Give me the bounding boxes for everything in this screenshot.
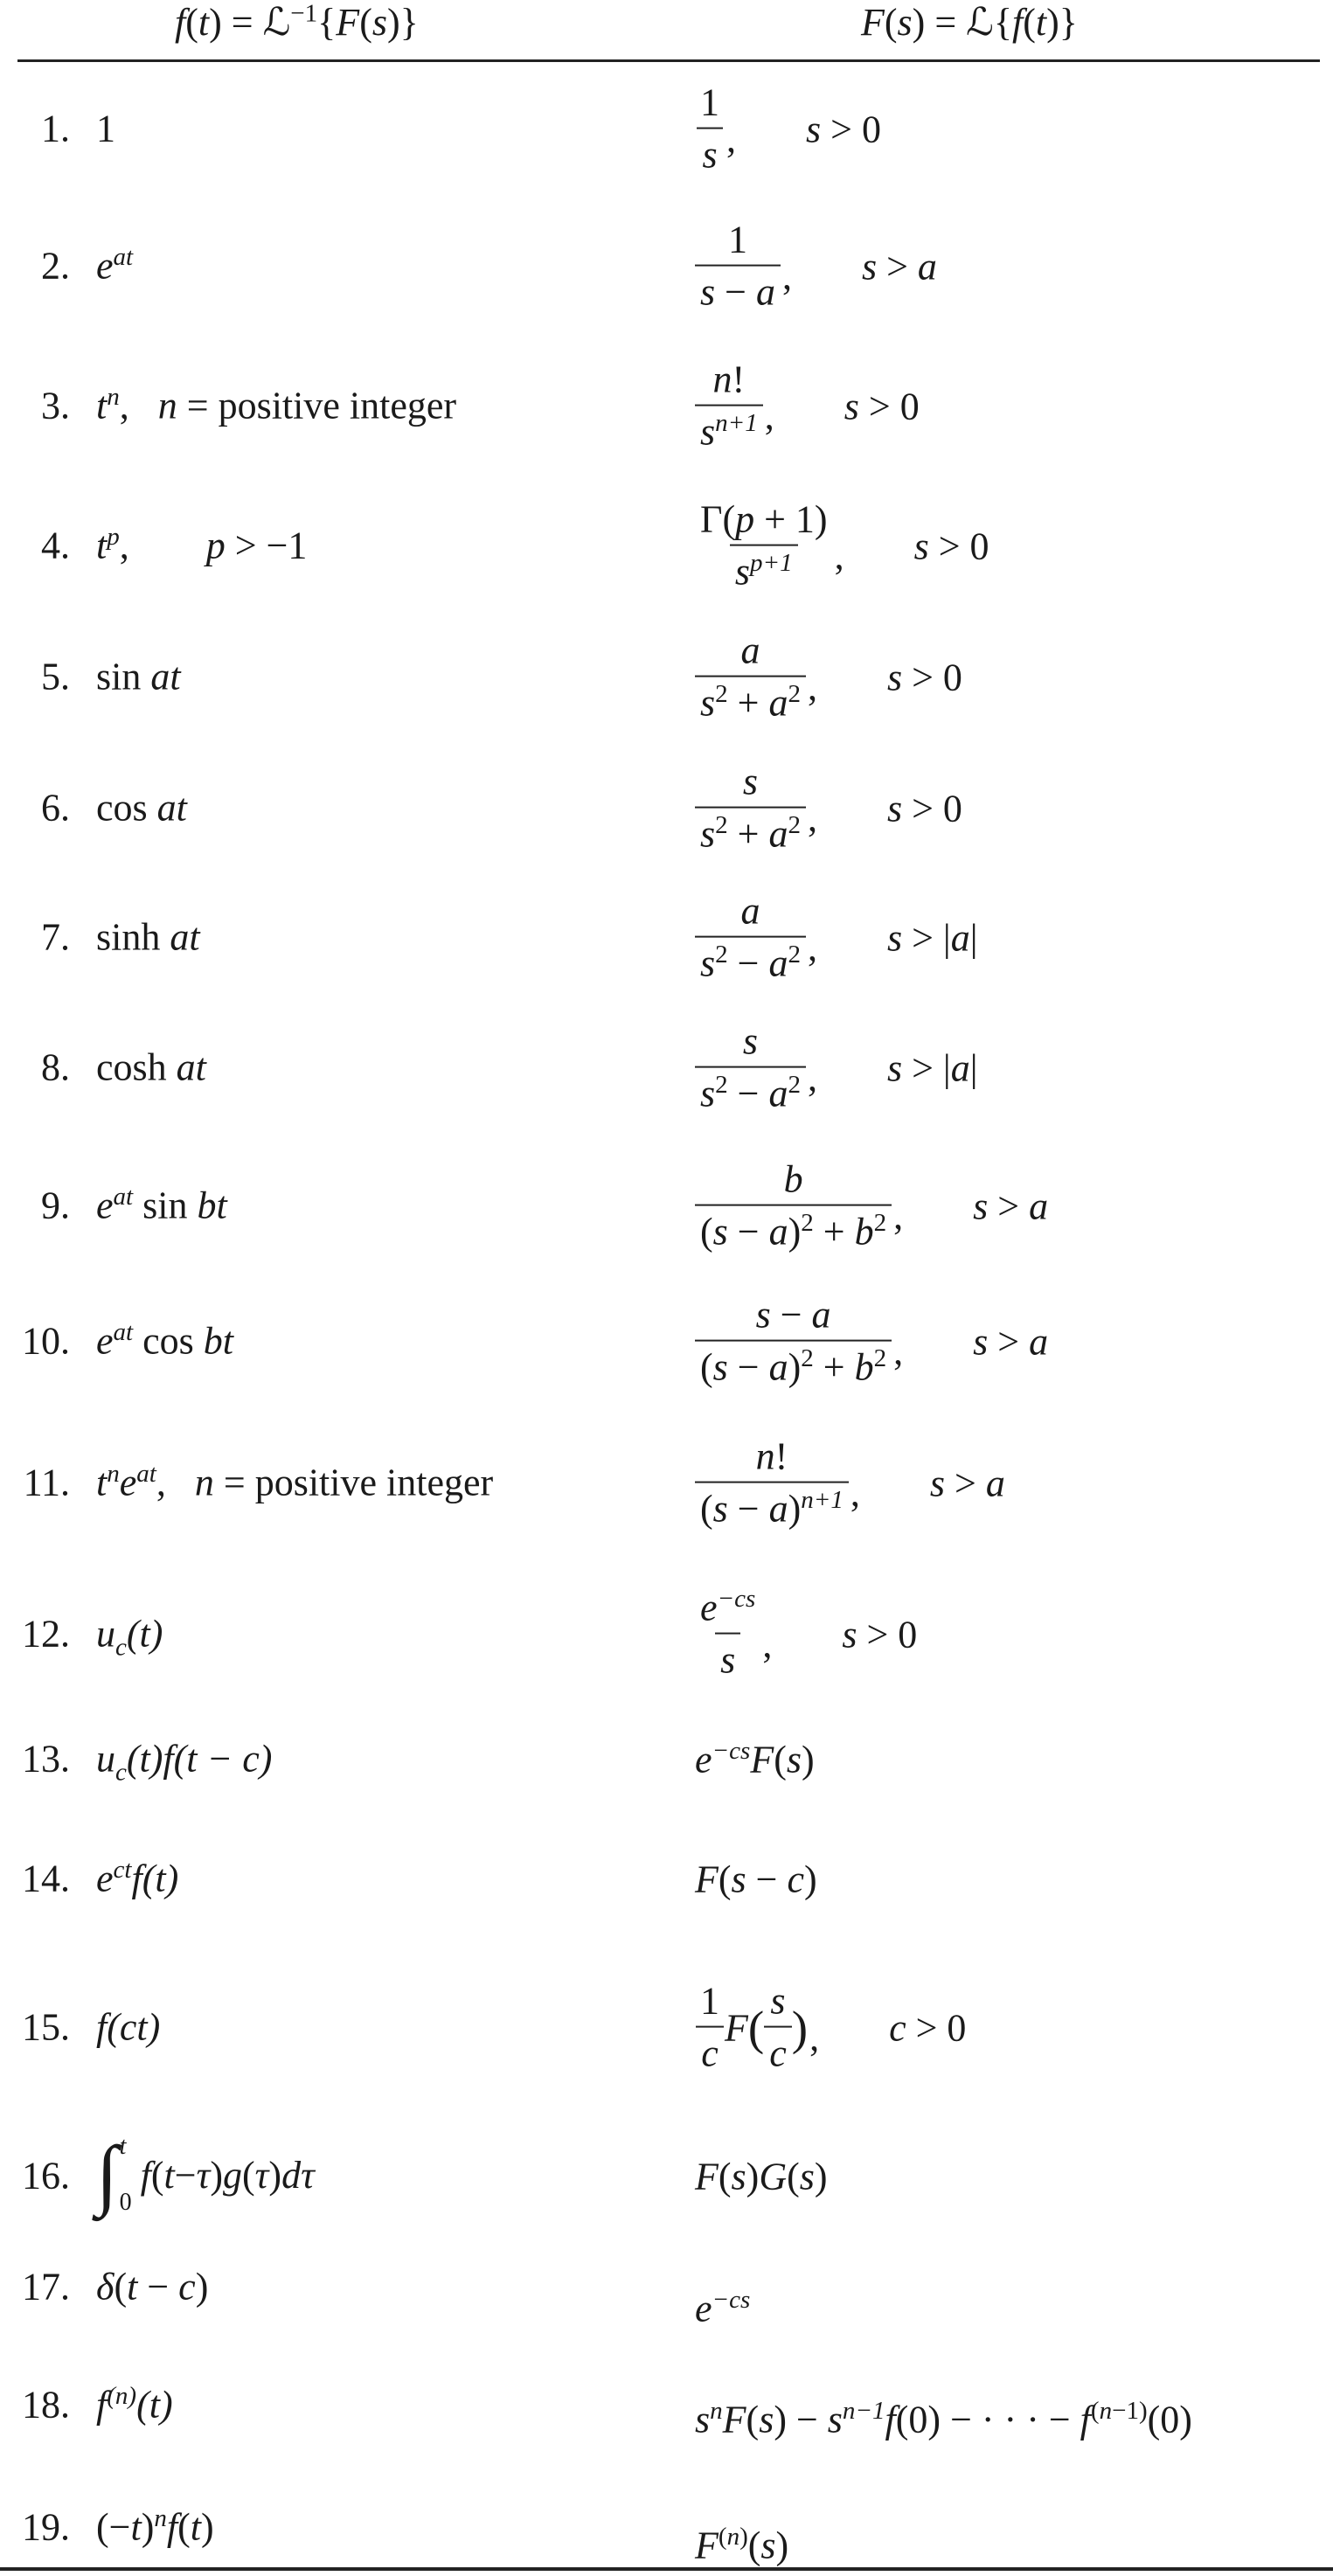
transform: $e^{-cs}$ (695, 2285, 751, 2330)
row-number: 19. (22, 2505, 70, 2549)
transform: F(s)G(s) (695, 2155, 828, 2198)
row-number: 17. (22, 2265, 70, 2309)
table-row (0, 628, 1333, 725)
time-function: $t^ne^{at}$, n = positive integer (96, 1459, 494, 1504)
transform: $\frac{1}{s}$ , s > 0 (695, 82, 881, 177)
row-number: 13. (22, 1737, 70, 1781)
row-number: 8. (41, 1045, 70, 1089)
transform: $\frac{b}{(s - a)^2 + b^2}$ , s > a (695, 1159, 1048, 1254)
header-inverse-transform: f(t) = ℒ$^{-1}${F(s)} (175, 0, 419, 44)
row-number: 7. (41, 915, 70, 959)
transform: $\frac{s - a}{(s - a)^2 + b^2}$ , s > a (695, 1295, 1048, 1390)
row-number: 9. (41, 1184, 70, 1227)
row-number: 2. (41, 244, 70, 288)
row-number: 15. (22, 2005, 70, 2049)
transform: $\frac{s}{s^2 + a^2}$ , s > 0 (695, 761, 962, 857)
transform: $\frac{n!}{s^{n+1}}$ , s > 0 (695, 359, 920, 455)
footer-rule (0, 2567, 1333, 2571)
row-number: 4. (41, 524, 70, 567)
table-row (0, 1855, 1333, 1901)
transform: $\frac{s}{s^2 - a^2}$ , s > |a| (695, 1021, 978, 1116)
time-function: $e^{ct}f(t)$ (96, 1855, 179, 1900)
transform: $\frac{\Gamma(p + 1)}{s^{p+1}}$ , s > 0 (700, 497, 989, 594)
time-function: $t^p$, p > −1 (96, 522, 308, 567)
time-function: cosh at (96, 1045, 206, 1089)
header-transform: F(s) = ℒ{f(t)} (861, 1, 1078, 44)
time-function: cos at (96, 786, 187, 830)
time-function: $e^{at}$ (96, 242, 134, 288)
row-number: 1. (41, 107, 70, 150)
table-row (0, 1293, 1333, 1389)
header-rule (17, 59, 1320, 62)
row-number: 10. (22, 1319, 70, 1363)
time-function: sinh at (96, 915, 200, 959)
transform: F(s − c) (695, 1857, 817, 1901)
row-number: 3. (41, 384, 70, 427)
time-function: $u_c(t)f(t - c)$ (96, 1737, 273, 1787)
transform: $\frac{1}{s - a}$ , s > a (695, 219, 937, 315)
time-function: $t^n$, n = positive integer (96, 382, 457, 427)
time-function: ∫ t 0 f ( t − τ ) g ( τ ) dτ (96, 2131, 315, 2218)
time-function: $f^{(n)}(t)$ (96, 2381, 173, 2427)
row-number: 18. (22, 2383, 70, 2427)
table-row (0, 1979, 1333, 2075)
transform: $s^nF(s) - s^{n-1}f(0)$ − · · · − $f^{(n-1)}(0)$ (695, 2396, 1192, 2441)
time-function: $e^{at}$ cos bt (96, 1317, 234, 1363)
time-function: $e^{at}$ sin bt (96, 1182, 227, 1227)
row-number: 6. (41, 786, 70, 830)
time-function: $(-t)^nf(t)$ (96, 2503, 214, 2549)
row-number: 16. (22, 2154, 70, 2198)
transform: $\frac{e^{-cs}}{s}$ , s > 0 (700, 1584, 918, 1682)
transform: $\frac{1}{c}$ F ( $\frac{s}{c}$ ) , c > 0 (695, 1981, 966, 2076)
table-row (0, 2503, 1333, 2567)
time-function: δ(t − c) (96, 2265, 209, 2309)
time-function: f(ct) (96, 2005, 161, 2049)
time-function: $u_c(t)$ (96, 1612, 163, 1662)
row-number: 12. (22, 1612, 70, 1656)
table-row (0, 358, 1333, 454)
time-function: 1 (96, 107, 115, 150)
time-function: sin at (96, 655, 181, 698)
transform: $\frac{a}{s^2 + a^2}$ , s > 0 (695, 630, 962, 726)
table-row (0, 1434, 1333, 1531)
table-row (0, 80, 1333, 177)
transform: $F^{(n)}(s)$ (695, 2522, 789, 2567)
table-row (0, 1019, 1333, 1115)
table-row (0, 497, 1333, 594)
row-number: 5. (41, 655, 70, 698)
row-number: 14. (22, 1857, 70, 1900)
table-row (0, 889, 1333, 985)
row-number: 11. (23, 1461, 70, 1504)
transform: $\frac{a}{s^2 - a^2}$ , s > |a| (695, 891, 978, 986)
table-row (0, 1157, 1333, 1253)
transform: $\frac{n!}{(s - a)^{n+1}}$ , s > a (695, 1436, 1005, 1531)
transform: $e^{-cs}F(s)$ (695, 1736, 815, 1781)
